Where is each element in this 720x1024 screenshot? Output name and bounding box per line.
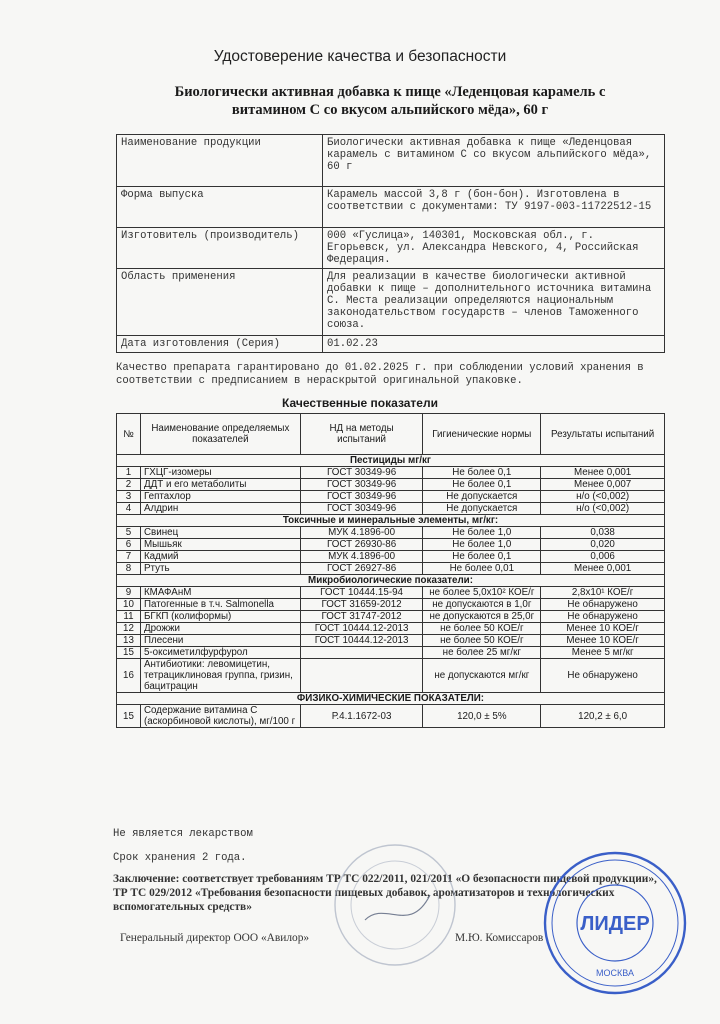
cell-method: ГОСТ 10444.12-2013 <box>300 623 423 635</box>
cell-method: ГОСТ 26930-86 <box>300 539 423 551</box>
cell-result: 0,020 <box>541 539 665 551</box>
cell-method: Р.4.1.1672-03 <box>300 705 423 728</box>
guarantee-text: Качество препарата гарантировано до 01.02.2025 г. при соблюдении условий хранения в соответствии с предписанием в нераскрытой оригинальной упаковке. <box>116 362 644 387</box>
cell-result: 0,038 <box>541 527 665 539</box>
info-value: Биологически активная добавка к пище «Леденцовая карамель с витамином С со вкусом альпийского мёда», 60 г <box>323 135 665 187</box>
cell-n: 2 <box>117 479 141 491</box>
cell-method: МУК 4.1896-00 <box>300 551 423 563</box>
section-row <box>117 693 665 705</box>
cell-norm: не более 5,0х10² КОЕ/г <box>423 587 541 599</box>
cell-name: Содержание витамина С (аскорбиновой кислоты), мг/100 г <box>140 705 300 728</box>
product-subtitle: Биологически активная добавка к пище «Леденцовая карамель с витамином С со вкусом альпийского мёда», 60 г <box>174 84 606 118</box>
cell-norm: 120,0 ± 5% <box>423 705 541 728</box>
signature-position: Генеральный директор ООО «Авилор» <box>120 932 310 944</box>
cell-result: 120,2 ± 6,0 <box>541 705 665 728</box>
cell-result: Менее 0,001 <box>541 467 665 479</box>
info-row <box>117 336 665 353</box>
cell-norm: Не более 0,1 <box>423 551 541 563</box>
cell-norm: Не более 1,0 <box>423 539 541 551</box>
cell-name: Свинец <box>140 527 300 539</box>
table-row <box>117 587 665 599</box>
cell-method <box>300 659 423 693</box>
cell-norm: не более 25 мг/кг <box>423 647 541 659</box>
table-row <box>117 491 665 503</box>
shelf-life-text: Срок хранения 2 года. <box>113 852 247 864</box>
cell-result: н/о (<0,002) <box>541 491 665 503</box>
col-result: Результаты испытаний <box>541 414 665 455</box>
cell-method: ГОСТ 30349-96 <box>300 467 423 479</box>
info-row <box>117 187 665 228</box>
not-drug-text: Не является лекарством <box>113 828 253 840</box>
cell-result: Не обнаружено <box>541 599 665 611</box>
cell-method <box>300 647 423 659</box>
cell-n: 1 <box>117 467 141 479</box>
info-label: Дата изготовления (Серия) <box>117 336 323 353</box>
cell-result: Менее 0,007 <box>541 479 665 491</box>
cell-method: ГОСТ 30349-96 <box>300 491 423 503</box>
table-row <box>117 479 665 491</box>
cell-n: 9 <box>117 587 141 599</box>
cell-name: Плесени <box>140 635 300 647</box>
cell-n: 13 <box>117 635 141 647</box>
stamp-name-text: ЛИДЕР <box>580 913 650 935</box>
cell-method: ГОСТ 26927-86 <box>300 563 423 575</box>
cell-name: Алдрин <box>140 503 300 515</box>
table-row <box>117 647 665 659</box>
table-row <box>117 563 665 575</box>
cell-norm: не более 50 КОЕ/г <box>423 623 541 635</box>
cell-result: Менее 10 КОЕ/г <box>541 623 665 635</box>
cell-name: Мышьяк <box>140 539 300 551</box>
cell-method: ГОСТ 10444.12-2013 <box>300 635 423 647</box>
cell-name: КМАФАнМ <box>140 587 300 599</box>
cell-result: Менее 5 мг/кг <box>541 647 665 659</box>
cell-norm: Не допускается <box>423 491 541 503</box>
cell-result: 0,006 <box>541 551 665 563</box>
cell-norm: не допускаются в 25,0г <box>423 611 541 623</box>
cell-n: 8 <box>117 563 141 575</box>
cell-name: Кадмий <box>140 551 300 563</box>
cell-n: 11 <box>117 611 141 623</box>
section-row <box>117 515 665 527</box>
leader-company-stamp <box>540 848 690 998</box>
col-name: Наименование определяемых показателей <box>140 414 300 455</box>
col-method: НД на методы испытаний <box>300 414 423 455</box>
col-number: № <box>117 414 141 455</box>
info-label: Изготовитель (производитель) <box>117 228 323 269</box>
section-row <box>117 455 665 467</box>
stamp-city-text: МОСКВА <box>596 968 634 978</box>
cell-name: БГКП (колиформы) <box>140 611 300 623</box>
cell-name: ДДТ и его метаболиты <box>140 479 300 491</box>
product-info-table <box>116 134 665 353</box>
table-row <box>117 599 665 611</box>
table-row <box>117 539 665 551</box>
cell-name: Антибиотики: левомицетин, тетрациклиновая группа, гризин, бацитрацин <box>140 659 300 693</box>
table-row <box>117 503 665 515</box>
table-row <box>117 527 665 539</box>
info-label: Форма выпуска <box>117 187 323 228</box>
info-label: Область применения <box>117 269 323 336</box>
signature-name: М.Ю. Комиссаров <box>455 932 544 944</box>
cell-name: Гептахлор <box>140 491 300 503</box>
cell-name: 5-оксиметилфурфурол <box>140 647 300 659</box>
table-row <box>117 635 665 647</box>
cell-method: ГОСТ 31747-2012 <box>300 611 423 623</box>
cell-n: 7 <box>117 551 141 563</box>
info-label: Наименование продукции <box>117 135 323 187</box>
table-row <box>117 623 665 635</box>
cell-norm: не допускаются мг/кг <box>423 659 541 693</box>
cell-name: ГХЦГ-изомеры <box>140 467 300 479</box>
table-row <box>117 551 665 563</box>
cell-result: Менее 0,001 <box>541 563 665 575</box>
cell-method: ГОСТ 30349-96 <box>300 503 423 515</box>
cell-method: ГОСТ 10444.15-94 <box>300 587 423 599</box>
cell-norm: Не допускается <box>423 503 541 515</box>
cell-n: 15 <box>117 705 141 728</box>
cell-method: ГОСТ 31659-2012 <box>300 599 423 611</box>
cell-norm: Не более 0,1 <box>423 467 541 479</box>
info-value: 000 «Гуслица», 140301, Московская обл., г. Егорьевск, ул. Александра Невского, 4, Российская Федерация. <box>323 228 665 269</box>
cell-norm: Не более 0,01 <box>423 563 541 575</box>
table-row <box>117 467 665 479</box>
table-row <box>117 611 665 623</box>
table-row <box>117 705 665 728</box>
info-value: Карамель массой 3,8 г (бон-бон). Изготовлена в соответствии с документами: ТУ 9197-003-11722512-15 <box>323 187 665 228</box>
cell-n: 5 <box>117 527 141 539</box>
quality-header-row <box>117 414 665 455</box>
cell-n: 15 <box>117 647 141 659</box>
cell-result: Менее 10 КОЕ/г <box>541 635 665 647</box>
quality-table <box>116 413 665 728</box>
quality-section-title: Качественные показатели <box>282 396 438 410</box>
cell-result: 2,8х10¹ КОЕ/г <box>541 587 665 599</box>
section-title: ФИЗИКО-ХИМИЧЕСКИЕ ПОКАЗАТЕЛИ: <box>117 693 665 705</box>
cell-n: 3 <box>117 491 141 503</box>
cell-norm: не допускаются в 1,0г <box>423 599 541 611</box>
cell-norm: не более 50 КОЕ/г <box>423 635 541 647</box>
cell-result: Не обнаружено <box>541 659 665 693</box>
cell-n: 16 <box>117 659 141 693</box>
document-title: Удостоверение качества и безопасности <box>213 48 507 65</box>
info-value: 01.02.23 <box>323 336 665 353</box>
section-title: Микробиологические показатели: <box>117 575 665 587</box>
cell-n: 4 <box>117 503 141 515</box>
cell-method: ГОСТ 30349-96 <box>300 479 423 491</box>
conclusion-text: Заключение: соответствует требованиям ТР ТС 022/2011, 021/2011 «О безопасности пищевой продукции», ТР ТС 029/2012 «Требования безопасности пищевых добавок, ароматизаторов и технологических вспомогательных средств» <box>113 873 657 913</box>
cell-n: 6 <box>117 539 141 551</box>
cell-norm: Не более 1,0 <box>423 527 541 539</box>
section-title: Пестициды мг/кг <box>117 455 665 467</box>
round-stamp-faded <box>330 840 460 970</box>
table-row <box>117 659 665 693</box>
info-row <box>117 135 665 187</box>
section-title: Токсичные и минеральные элементы, мг/кг: <box>117 515 665 527</box>
cell-name: Ртуть <box>140 563 300 575</box>
cell-result: Не обнаружено <box>541 611 665 623</box>
cell-name: Патогенные в т.ч. Salmonella <box>140 599 300 611</box>
cell-n: 10 <box>117 599 141 611</box>
cell-n: 12 <box>117 623 141 635</box>
cell-name: Дрожжи <box>140 623 300 635</box>
info-value: Для реализации в качестве биологически активной добавки к пище – дополнительного источника витамина С. Места реализации определяются национальным законодательством государств – членов Таможенного союза. <box>323 269 665 336</box>
cell-result: н/о (<0,002) <box>541 503 665 515</box>
col-norm: Гигиенические нормы <box>423 414 541 455</box>
info-row <box>117 228 665 269</box>
info-row <box>117 269 665 336</box>
cell-method: МУК 4.1896-00 <box>300 527 423 539</box>
quality-table-body <box>117 455 665 728</box>
cell-norm: Не более 0,1 <box>423 479 541 491</box>
section-row <box>117 575 665 587</box>
